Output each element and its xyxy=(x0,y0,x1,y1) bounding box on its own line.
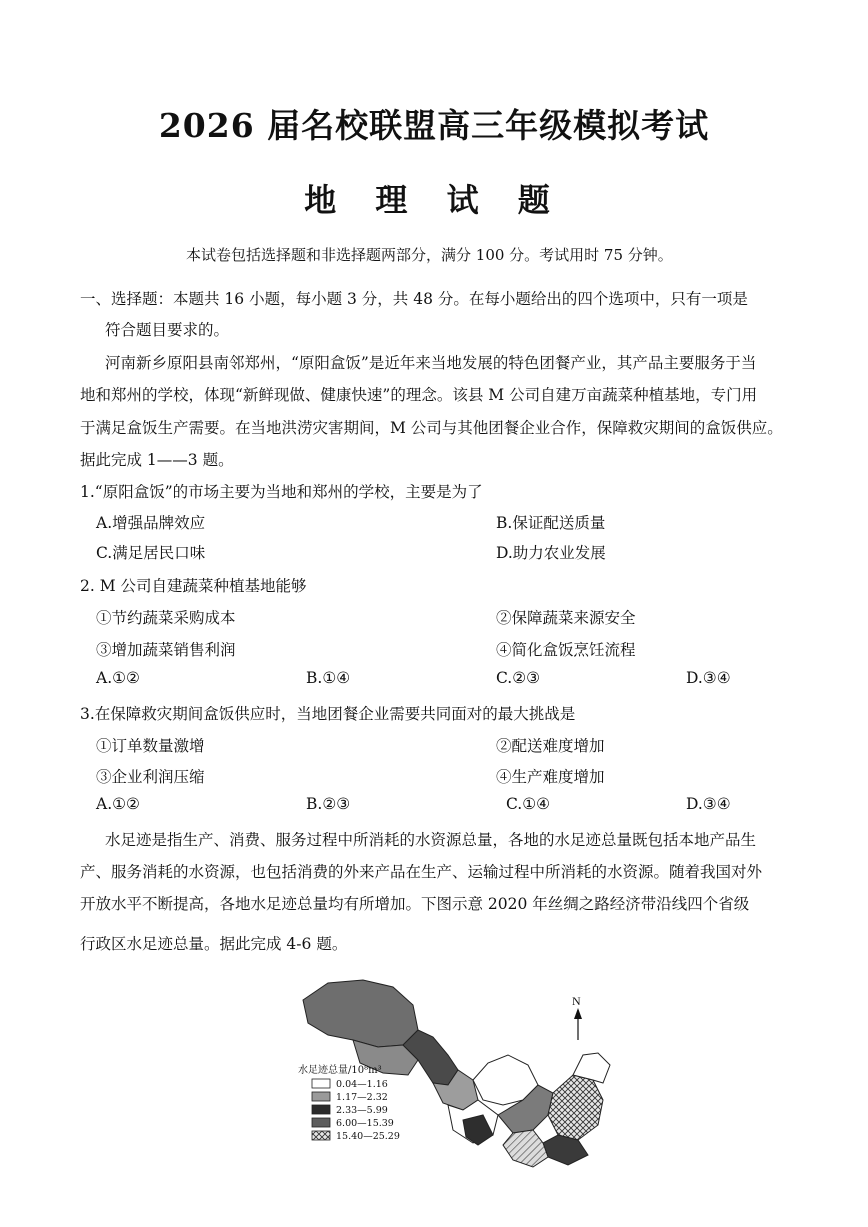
q2-option-a: A.①② xyxy=(96,669,140,687)
q3-item-3: ③企业利润压缩 xyxy=(96,768,205,786)
q2-item-2: ②保障蔬菜来源安全 xyxy=(496,609,636,627)
passage1-line: 据此完成 1——3 题。 xyxy=(80,451,234,469)
region-southeast-hatch xyxy=(503,1130,548,1167)
region-west xyxy=(303,980,418,1047)
region-east-hatch xyxy=(548,1075,603,1140)
north-label: N xyxy=(572,994,581,1008)
legend-swatch-3 xyxy=(312,1105,330,1114)
legend-label-3: 2.33—5.99 xyxy=(336,1105,388,1116)
q3-option-a: A.①② xyxy=(96,795,140,813)
section-heading-continued: 符合题目要求的。 xyxy=(105,321,230,339)
q3-item-4: ④生产难度增加 xyxy=(496,768,605,786)
water-footprint-map xyxy=(298,975,623,1170)
north-arrow xyxy=(574,1008,582,1040)
question-3-stem: 3.在保障救灾期间盒饭供应时，当地团餐企业需要共同面对的最大挑战是 xyxy=(80,705,576,723)
legend-swatch-4 xyxy=(312,1118,330,1127)
q2-option-d: D.③④ xyxy=(686,669,731,687)
q2-item-1: ①节约蔬菜采购成本 xyxy=(96,609,236,627)
section-heading: 一、选择题：本题共 16 小题，每小题 3 分，共 48 分。在每小题给出的四个选项中，只有一项是 xyxy=(80,290,748,308)
q2-option-b: B.①④ xyxy=(306,669,351,687)
q3-option-b: B.②③ xyxy=(306,795,351,813)
passage1-line: 地和郑州的学校，体现“新鲜现做、健康快速”的理念。该县 M 公司自建万亩蔬菜种植基地，专门用 xyxy=(80,386,758,404)
q1-option-b: B.保证配送质量 xyxy=(496,514,606,532)
q1-option-d: D.助力农业发展 xyxy=(496,544,606,562)
q3-item-2: ②配送难度增加 xyxy=(496,737,605,755)
question-2-stem: 2. M 公司自建蔬菜种植基地能够 xyxy=(80,577,307,595)
province-map-graphic xyxy=(298,975,623,1170)
legend-label-1: 0.04—1.16 xyxy=(336,1079,388,1090)
q1-option-a: A.增强品牌效应 xyxy=(96,514,206,532)
q3-option-c: C.①④ xyxy=(506,795,551,813)
passage2-line: 开放水平不断提高，各地水足迹总量均有所增加。下图示意 2020 年丝绸之路经济带沿线四个省级 xyxy=(80,895,750,913)
legend-label-4: 6.00—15.39 xyxy=(336,1118,394,1129)
legend-swatch-5 xyxy=(312,1131,330,1140)
passage2-line: 行政区水足迹总量。据此完成 4-6 题。 xyxy=(80,935,348,953)
q2-item-4: ④简化盒饭烹饪流程 xyxy=(496,641,636,659)
legend-swatch-2 xyxy=(312,1092,330,1101)
legend-label-2: 1.17—2.32 xyxy=(336,1092,388,1103)
question-1-stem: 1.“原阳盒饭”的市场主要为当地和郑州的学校，主要是为了 xyxy=(80,483,483,501)
passage2-line: 水足迹是指生产、消费、服务过程中所消耗的水资源总量，各地的水足迹总量既包括本地产品生 xyxy=(105,831,757,849)
exam-subject: 地 理 试 题 xyxy=(304,181,564,219)
passage1-line: 于满足盒饭生产需要。在当地洪涝灾害期间，M 公司与其他团餐企业合作，保障救灾期间的盒饭供应。 xyxy=(80,419,783,437)
exam-title: 2026 届名校联盟高三年级模拟考试 xyxy=(158,106,710,145)
legend-label-5: 15.40—25.29 xyxy=(336,1131,400,1142)
q3-item-1: ①订单数量激增 xyxy=(96,737,205,755)
passage2-line: 产、服务消耗的水资源，也包括消费的外来产品在生产、运输过程中所消耗的水资源。随着我国对外 xyxy=(80,863,763,881)
q2-item-3: ③增加蔬菜销售利润 xyxy=(96,641,236,659)
exam-instruction: 本试卷包括选择题和非选择题两部分，满分 100 分。考试用时 75 分钟。 xyxy=(186,246,673,264)
passage1-line: 河南新乡原阳县南邻郑州，“原阳盒饭”是近年来当地发展的特色团餐产业，其产品主要服务于当 xyxy=(105,354,757,372)
q2-option-c: C.②③ xyxy=(496,669,541,687)
q1-option-c: C.满足居民口味 xyxy=(96,544,206,562)
legend-title: 水足迹总量/10⁸m³ xyxy=(298,1065,382,1076)
q3-option-d: D.③④ xyxy=(686,795,731,813)
legend-swatch-1 xyxy=(312,1079,330,1088)
region-east-dark xyxy=(543,1135,588,1165)
